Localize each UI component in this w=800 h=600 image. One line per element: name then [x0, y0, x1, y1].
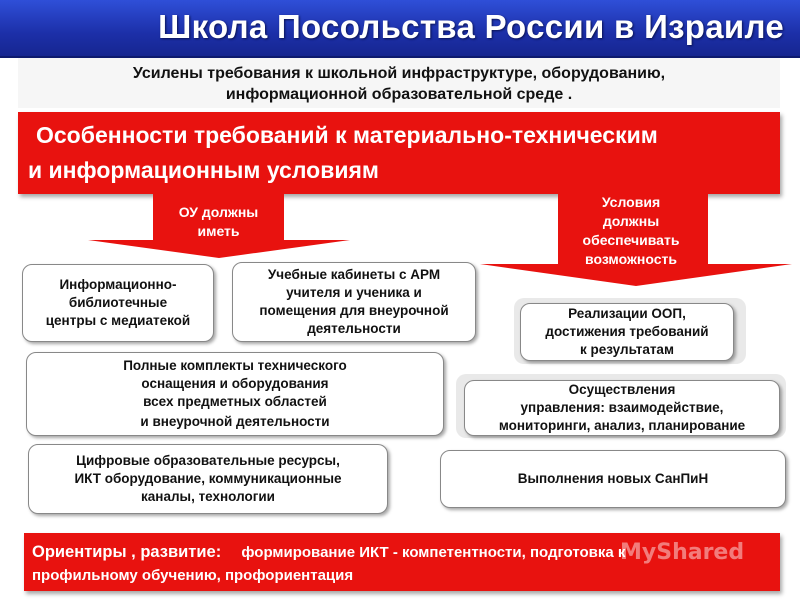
guidelines-line-2: профильному обучению, профориентация: [32, 567, 354, 584]
equipment-line-4: и внеурочной деятельности: [140, 414, 330, 429]
left-arrow-line-1: ОУ должны: [178, 204, 259, 220]
right-arrow-line-3: обеспечивать: [582, 232, 680, 248]
banner-line-1: Особенности требований к материально-техническим: [36, 122, 658, 148]
classrooms-line-1: Учебные кабинеты с АРМ: [267, 267, 441, 282]
requirements-banner: [18, 112, 780, 194]
right-arrow-line-2: должны: [602, 213, 660, 229]
left-arrow-line-2: иметь: [197, 223, 240, 239]
guidelines-rest: формирование ИКТ - компетентности, подготовка к: [241, 544, 626, 561]
banner-line-2: и информационным условиям: [28, 157, 379, 183]
management-line-2: управления: взаимодействие,: [520, 400, 724, 415]
sanpin-box: [440, 450, 786, 508]
digital-resources-box: [28, 444, 388, 514]
digital-line-3: каналы, технологии: [141, 489, 275, 504]
watermark-logo: MyShared: [620, 540, 745, 565]
library-centers-box: [22, 264, 214, 342]
library-line-3: центры с медиатекой: [45, 313, 191, 328]
right-arrow-line-1: Условия: [601, 194, 661, 210]
digital-line-2: ИКТ оборудование, коммуникационные: [74, 471, 342, 486]
classrooms-line-4: деятельности: [307, 321, 401, 336]
library-line-1: Информационно-: [59, 277, 177, 292]
guidelines-lead: Ориентиры , развитие:: [32, 543, 222, 561]
library-line-2: библиотечные: [68, 295, 168, 310]
management-box: [464, 380, 780, 436]
classrooms-box: [232, 262, 476, 342]
subtitle-box: [18, 58, 780, 108]
classrooms-line-2: учителя и ученика и: [286, 285, 422, 300]
equipment-line-2: оснащения и оборудования: [141, 376, 329, 391]
equipment-box: [26, 352, 444, 436]
left-arrow-label: [153, 203, 284, 241]
right-arrow-label: [556, 193, 706, 269]
oop-line-3: к результатам: [580, 342, 674, 357]
oop-line-2: достижения требований: [545, 324, 709, 339]
guidelines-line-1: [32, 543, 625, 562]
title-bar: [0, 0, 800, 58]
subtitle-line-2: информационной образовательной среде .: [225, 86, 573, 103]
page-title: Школа Посольства России в Израиле: [158, 8, 784, 45]
oop-box: [520, 303, 734, 361]
equipment-line-3: всех предметных областей: [143, 394, 327, 409]
subtitle-line-1: Усилены требования к школьной инфраструктуре, оборудованию,: [132, 65, 666, 82]
management-line-1: Осуществления: [568, 382, 676, 397]
oop-line-1: Реализации ООП,: [568, 306, 686, 321]
classrooms-line-3: помещения для внеурочной: [259, 303, 449, 318]
management-line-3: мониторинги, анализ, планирование: [498, 418, 746, 433]
digital-line-1: Цифровые образовательные ресурсы,: [76, 453, 340, 468]
equipment-line-1: Полные комплекты технического: [123, 358, 347, 373]
sanpin-line-1: Выполнения новых СанПиН: [517, 471, 709, 486]
right-arrow-line-4: возможность: [585, 251, 677, 267]
